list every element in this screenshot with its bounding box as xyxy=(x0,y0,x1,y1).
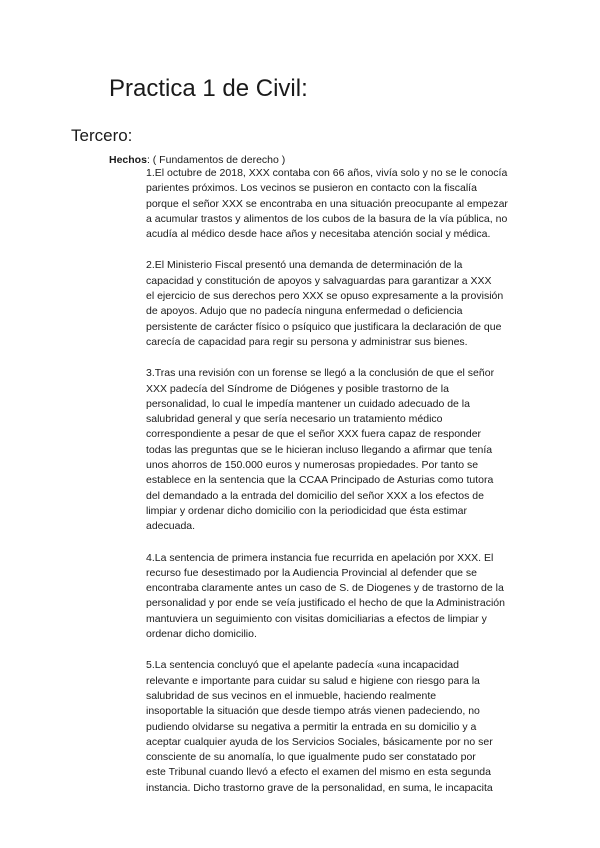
paragraph-3: 3.Tras una revisión con un forense se llegó a la conclusión de que el señor XXX padecía del Síndrome de Diógenes y posible trastorno de la personalidad, lo cual le impedía mantener un cuidado adecuado de la salubridad general y que sería necesario un tratamiento médico correspondiente a pesar de que el señor XXX fuera capaz de responder todas las preguntas que se le hicieran incluso llegando a afirmar que tenía unos ahorros de 150.000 euros y numerosas propiedades. Por tanto se establece en la sentencia que la CCAA Principado de Asturias como tutora del demandado a la entrada del domicilio del señor XXX a los efectos de limpiar y ordenar dicho domicilio con la periodicidad que ésta estimar adecuada. xyxy=(146,367,495,533)
hechos-note: : ( Fundamentos de derecho ) xyxy=(146,154,286,166)
document-title: Practica 1 de Civil: xyxy=(109,75,308,102)
paragraph-4: 4.La sentencia de primera instancia fue recurrida en apelación por XXX. El recurso fue desestimado por la Audiencia Provincial al defender que se encontraba claramente antes un caso de S. de Diogenes y de trastorno de la personalidad y por ende se veía justificado el hecho de que la Administración mantuviera un seguimiento con visitas domiciliarias a efectos de limpiar y ordenar dicho domicilio. xyxy=(146,551,505,641)
paragraph-2: 2.El Ministerio Fiscal presentó una demanda de determinación de la capacidad y constitución de apoyos y salvaguardas para garantizar a XXX el ejercicio de sus derechos pero XXX se opuso expresamente a la provisión de apoyos. Adujo que no padecía ninguna enfermedad o deficiencia persistente de carácter físico o psíquico que justificara la declaración de que carecía de capacidad para regir su persona y administrar sus bienes. xyxy=(146,259,504,348)
facts-body xyxy=(146,166,536,812)
hechos-line xyxy=(109,153,285,167)
hechos-label: Hechos xyxy=(109,154,147,166)
paragraph-1: 1.El octubre de 2018, XXX contaba con 66 años, vivía solo y no se le conocía parientes próximos. Los vecinos se pusieron en contacto con la fiscalía porque el señor XXX se encontraba en una situación preocupante al empezar a acumular trastos y alimentos de los cubos de la basura de la vía pública, no acudía al médico desde hace años y necesitaba atención social y médica. xyxy=(146,167,508,241)
paragraph-5: 5.La sentencia concluyó que el apelante padecía «una incapacidad relevante e importante para cuidar su salud e higiene con riesgo para la salubridad de sus vecinos en el inmueble, haciendo realmente insoportable la situación que desde tiempo atrás vienen padeciendo, no pudiendo olvidarse su negativa a permitir la entrada en su domicilio y a aceptar cualquier ayuda de los Servicios Sociales, básicamente por no ser consciente de su anomalía, lo que igualmente pudo ser constatado por este Tribunal cuando llevó a efecto el examen del mismo en esta segunda instancia. Dicho trastorno grave de la personalidad, en suma, le incapacita xyxy=(146,659,493,794)
section-heading: Tercero: xyxy=(71,126,133,145)
